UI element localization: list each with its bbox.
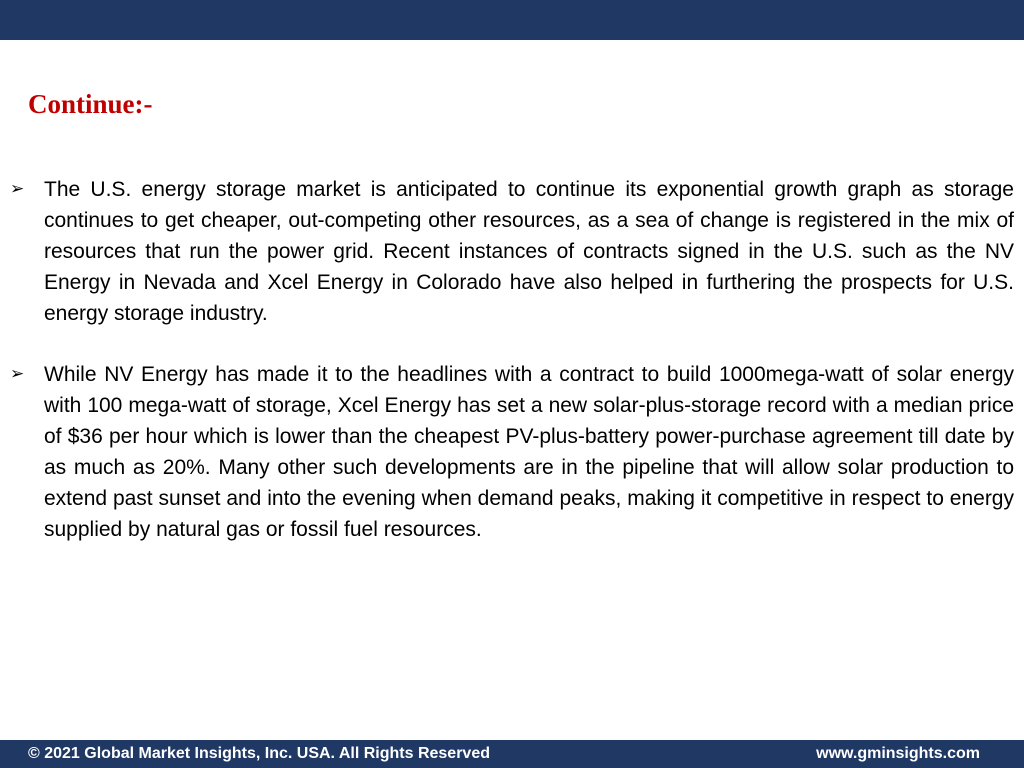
bullet-item	[8, 359, 1014, 545]
arrowhead-bullet-icon: ➢	[10, 179, 25, 199]
bullet-item	[8, 174, 1014, 329]
footer-bar	[0, 740, 1024, 768]
bullet-paragraph: The U.S. energy storage market is anticipated to continue its exponential growth graph as storage continues to get cheaper, out-competing other resources, as a sea of change is registered in the mix of resources that run the power grid. Recent instances of contracts signed in the U.S. such as the NV Energy in Nevada and Xcel Energy in Colorado have also helped in furthering the prospects for U.S. energy storage industry.	[44, 178, 1014, 325]
bullet-list	[8, 174, 1014, 575]
header-bar	[0, 0, 1024, 40]
arrowhead-bullet-icon: ➢	[10, 364, 25, 384]
website-link[interactable]: www.gminsights.com	[816, 745, 980, 762]
bullet-paragraph: While NV Energy has made it to the headlines with a contract to build 1000mega-watt of solar energy with 100 mega-watt of storage, Xcel Energy has set a new solar-plus-storage record with a median price of $36 per hour which is lower than the cheapest PV-plus-battery power-purchase agreement till date by as much as 20%. Many other such developments are in the pipeline that will allow solar production to extend past sunset and into the evening when demand peaks, making it competitive in respect to energy supplied by natural gas or fossil fuel resources.	[44, 363, 1014, 541]
copyright-text: © 2021 Global Market Insights, Inc. USA. All Rights Reserved	[28, 745, 490, 762]
page-title: Continue:-	[28, 89, 153, 119]
